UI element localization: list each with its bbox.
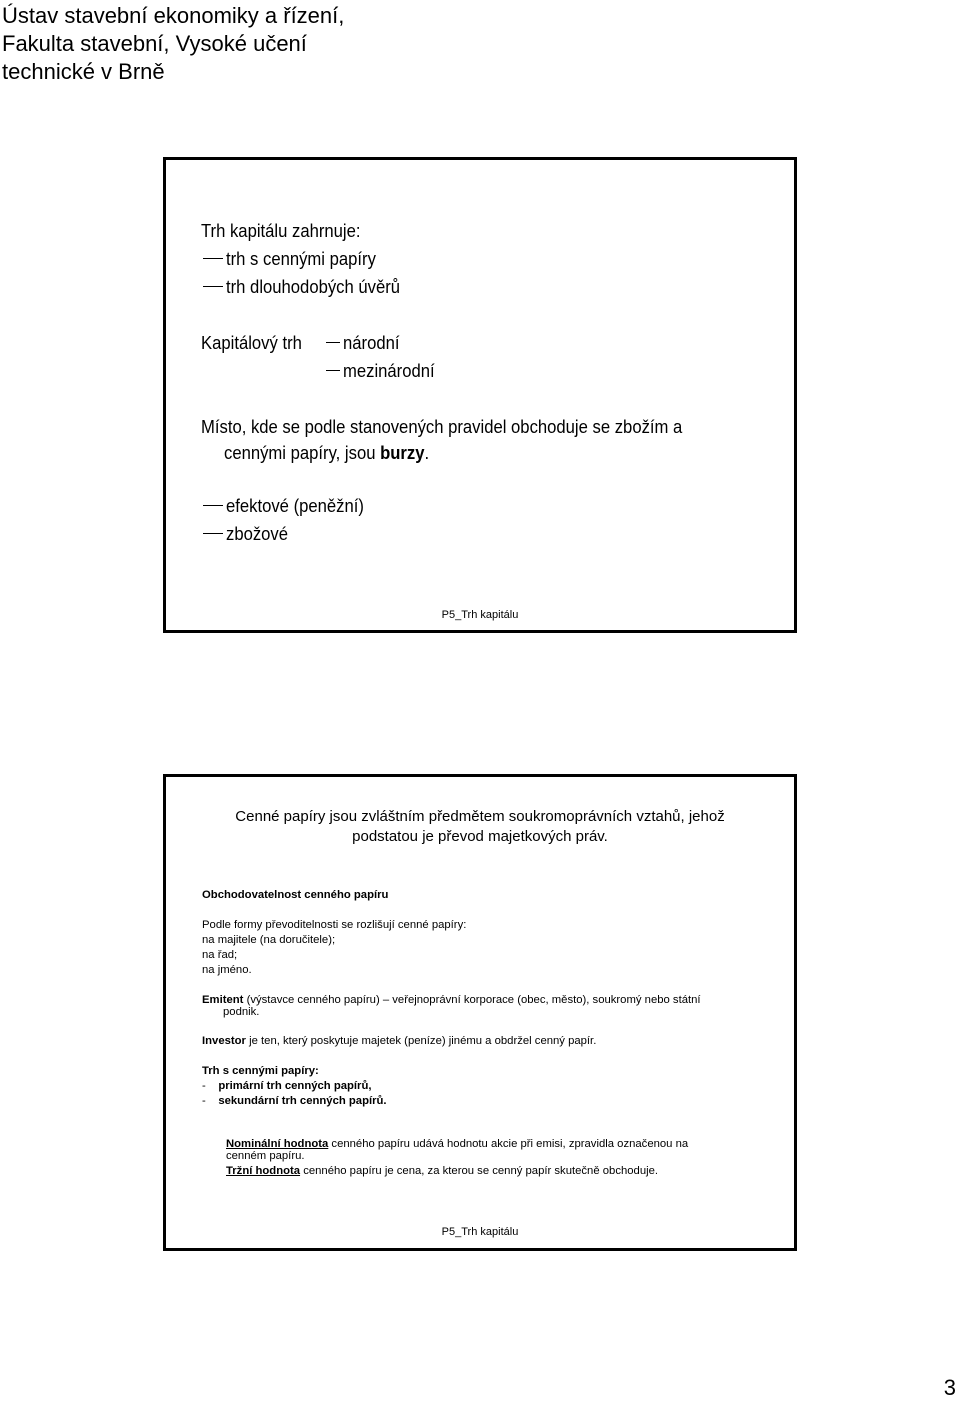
securities-market: Trh s cennými papíry: - primární trh cenných papírů, - sekundární trh cenných papírů. [202,1065,387,1107]
exchange-term: burzy [380,442,425,463]
exchange-definition-line-1: Místo, kde se podle stanovených pravidel obchoduje se zbožím a [201,416,683,437]
value-definitions: Nominální hodnota cenného papíru udává hodnotu akcie při emisi, zpravidla označenou na cenném papíru. Tržní hodnota cenného papíru je cena, za kterou se cenný papír skutečně obchoduje. [226,1138,689,1177]
tradability-title: Obchodovatelnost cenného papíru [202,889,389,901]
dash-bullet [203,286,223,287]
capital-market-label: Kapitálový trh [201,332,302,353]
market-item: - primární trh cenných papírů, [202,1080,372,1092]
dash-bullet [203,533,223,534]
dash-bullet [203,505,223,506]
slide-footer: P5_Trh kapitálu [441,1226,519,1238]
page-number: 3 [943,1375,956,1400]
form-item: na řad; [202,949,238,961]
market-item: - sekundární trh cenných papírů. [202,1095,387,1107]
form-item: na majitele (na doručitele); [202,934,336,946]
forms-list: Podle formy převoditelnosti se rozlišují cenné papíry: na majitele (na doručitele); na řad; na jméno. [202,919,467,976]
dash-bullet [203,258,223,259]
header-line-2: Fakulta stavební, Vysoké učení [2,31,307,56]
slide-footer: P5_Trh kapitálu [441,609,519,621]
header-line-1: Ústav stavební ekonomiky a řízení, [2,3,345,28]
dash-bullet [326,342,340,343]
header-line-3: technické v Brně [2,59,165,84]
form-item: na jméno. [202,964,252,976]
securities-lead: Cenné papíry jsou zvláštním předmětem soukromoprávních vztahů, jehož podstatou je převod majetkových práv. [235,808,725,845]
exchange-definition-line-2: cennými papíry, jsou burzy. [224,442,430,463]
document-header [2,2,344,86]
slide-securities [163,774,797,1251]
dash-bullet [326,370,340,371]
investor-definition: Investor je ten, který poskytuje majetek (peníze) jinému a obdržel cenný papír. [202,1035,597,1047]
slide-capital-market: Trh kapitálu zahrnuje: trh s cennými papíry trh dlouhodobých úvěrů Kapitálový trh národní mezinárodní Místo, kde se podle stanovených pravidel obchoduje se zbožím a cennými papíry, jsou burzy. efektové (peněžní) zbožové P5_Trh kapitálu [163,157,797,633]
emitent-definition: Emitent (výstavce cenného papíru) – veřejnoprávní korporace (obec, město), soukromý nebo státní podnik. [202,994,701,1018]
slide-intro: Trh kapitálu zahrnuje: [201,220,361,241]
